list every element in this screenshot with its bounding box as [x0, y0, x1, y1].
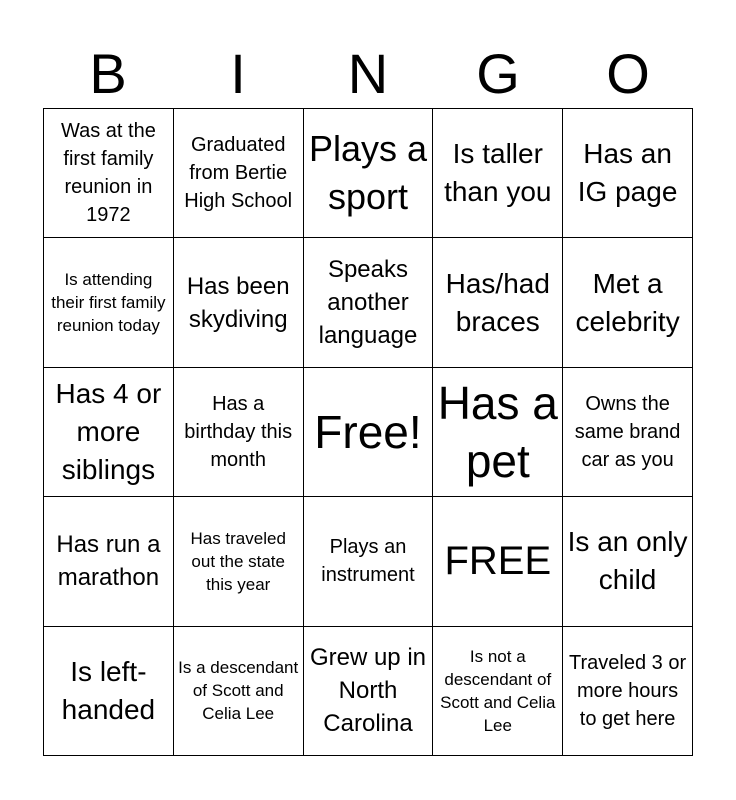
header-letter-i: I	[230, 42, 246, 105]
bingo-cell[interactable]	[304, 497, 434, 626]
bingo-cell[interactable]	[433, 627, 563, 756]
bingo-card	[43, 108, 693, 756]
bingo-cell[interactable]	[304, 627, 434, 756]
cell-text: Traveled 3 or more hours to get here	[569, 651, 687, 730]
bingo-header	[43, 40, 693, 108]
bingo-cell[interactable]	[563, 238, 693, 367]
header-letter-o: O	[606, 42, 650, 105]
cell-text: Has run a marathon	[56, 531, 161, 592]
bingo-cell[interactable]	[304, 238, 434, 367]
bingo-cell[interactable]	[433, 238, 563, 367]
cell-text: Is an only child	[567, 526, 688, 596]
cell-text: Plays an instrument	[321, 536, 415, 587]
cell-text: Has/had braces	[445, 267, 550, 337]
bingo-cell[interactable]	[433, 368, 563, 497]
cell-text: Was at the first family reunion in 1972	[60, 120, 156, 227]
header-letter-b: B	[89, 42, 127, 105]
cell-text: Is attending their first family reunion today	[51, 270, 166, 336]
cell-text: Is not a descendant of Scott and Celia Lee	[440, 646, 556, 735]
bingo-cell[interactable]	[174, 368, 304, 497]
cell-text: Is taller than you	[444, 138, 552, 208]
bingo-cell[interactable]	[174, 627, 304, 756]
bingo-cell[interactable]	[563, 109, 693, 238]
cell-text: Is left-handed	[61, 655, 156, 725]
bingo-cell[interactable]	[433, 109, 563, 238]
bingo-cell[interactable]	[304, 109, 434, 238]
cell-text: Speaks another language	[318, 256, 418, 350]
cell-text: Met a celebrity	[575, 267, 680, 337]
bingo-cell[interactable]	[563, 368, 693, 497]
cell-text: Has a birthday this month	[184, 392, 293, 471]
cell-text: Plays a sport	[308, 128, 428, 218]
bingo-cell[interactable]	[44, 627, 174, 756]
bingo-cell[interactable]	[44, 368, 174, 497]
cell-text: Has 4 or more siblings	[55, 377, 162, 485]
bingo-cell-free[interactable]	[433, 497, 563, 626]
bingo-cell[interactable]	[174, 109, 304, 238]
bingo-cell[interactable]	[174, 238, 304, 367]
bingo-cell[interactable]	[44, 497, 174, 626]
cell-text: Has been skydiving	[186, 272, 290, 333]
bingo-cell[interactable]	[44, 238, 174, 367]
cell-text: Graduated from Bertie High School	[184, 134, 293, 213]
bingo-cell-free[interactable]	[304, 368, 434, 497]
cell-text: Has a pet	[437, 376, 558, 487]
cell-text: Free!	[314, 405, 422, 458]
cell-text: Owns the same brand car as you	[574, 392, 681, 471]
cell-text: FREE	[444, 539, 552, 584]
cell-text: Is a descendant of Scott and Celia Lee	[178, 658, 299, 724]
bingo-cell[interactable]	[563, 627, 693, 756]
header-letter-g: G	[476, 42, 520, 105]
bingo-cell[interactable]	[44, 109, 174, 238]
bingo-cell[interactable]	[174, 497, 304, 626]
cell-text: Grew up in North Carolina	[309, 644, 427, 738]
cell-text: Has traveled out the state this year	[190, 528, 286, 594]
bingo-cell[interactable]	[563, 497, 693, 626]
cell-text: Has an IG page	[577, 138, 678, 208]
header-letter-n: N	[347, 42, 389, 105]
